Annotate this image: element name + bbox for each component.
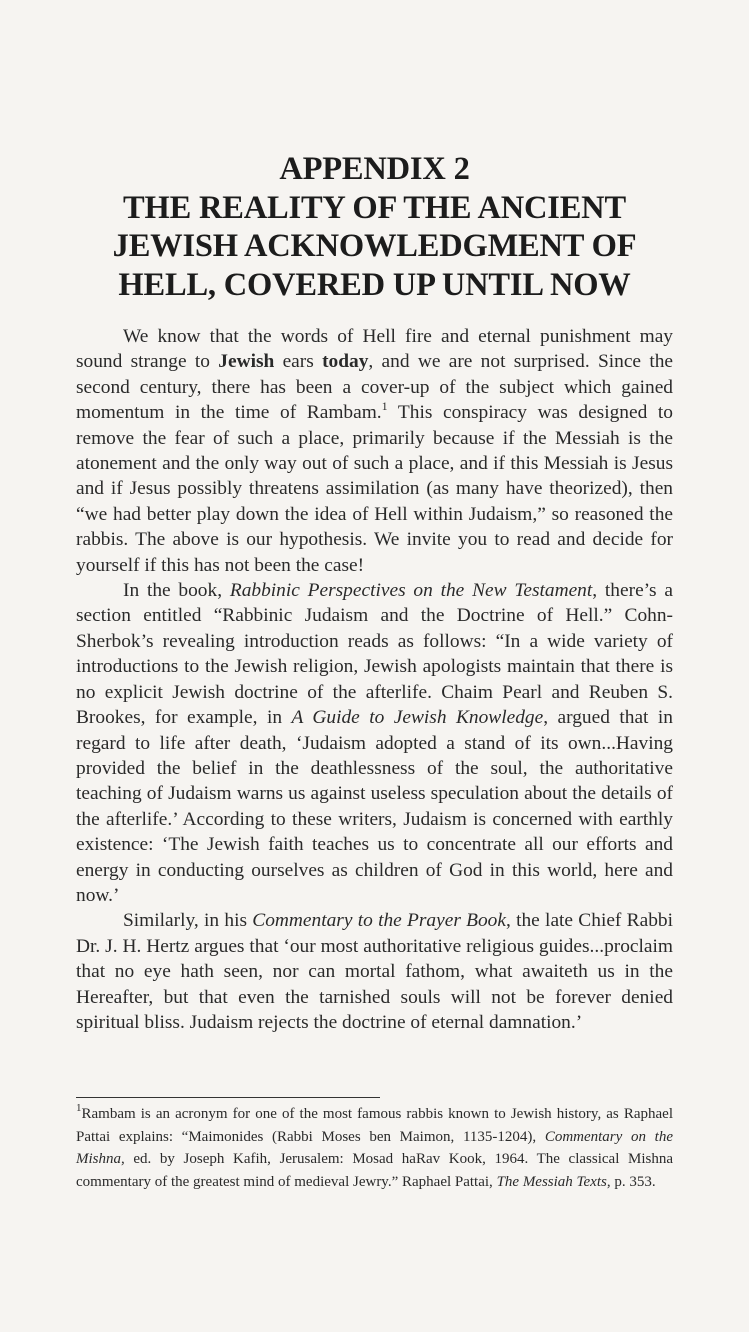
- text-run: This conspiracy was designed to remove the fear of such a place, primarily because if the Messiah is the atonement and the only way out of such a place, and if this Messiah is Jesus and if Jesus possibly threatens assimilation (as many have theorized), then “we had better play down the idea of Hell within Judaism,” so reasoned the rabbis. The above is our hypothesis. We invite you to read and decide for yourself if this has not been the case!: [76, 402, 673, 576]
- text-run: ears: [274, 351, 323, 373]
- bold-text: Jewish: [218, 351, 275, 373]
- text-run: , p. 353.: [606, 1174, 656, 1191]
- footnote: [76, 1103, 673, 1194]
- text-run: , argued that in regard to life after death, ‘Judaism adopted a stand of its own...Having provided the belief in the deathlessness of the soul, the authoritative teaching of Judaism warns us against useless speculation about the details of the afterlife.’ According to these writers, Judaism is concerned with earthly existence: ‘The Jewish faith teaches us to concentrate all our efforts and energy in conducting ourselves as children of God in this world, here and now.’: [76, 707, 673, 906]
- text-run: , and we are not surprised. Since the second century, there has been a cover-up of the subject which gained momentum in the time of Rambam.: [76, 351, 674, 424]
- text-run: , there’s a section entitled “Rabbinic Judaism and the Doctrine of Hell.” Cohn-Sherbok’s revealing introduction reads as follows: “In a wide variety of introductions to the Jewish religion, Jewish apologists maintain that there is no explicit Jewish doctrine of the afterlife. Chaim Pearl and Reuben S. Brookes, for example, in: [76, 580, 674, 729]
- text-run: We know that the words of Hell fire and eternal punishment may sound strange to: [76, 326, 673, 373]
- footnote-marker: 1: [381, 398, 388, 413]
- book-title: Commentary to the Prayer Book: [252, 910, 506, 932]
- paragraph-1: [76, 324, 673, 578]
- book-title: Rabbinic Perspectives on the New Testament: [229, 580, 593, 602]
- footnote-divider: [76, 1097, 380, 1098]
- paragraph-3: [76, 908, 673, 1035]
- bold-text: today: [322, 351, 369, 373]
- text-run: , the late Chief Rabbi Dr. J. H. Hertz argues that ‘our most authoritative religious guides...proclaim that no eye hath seen, nor can mortal fathom, what awaiteth us in the Hereafter, but that even the tarnished souls will not be forever denied spiritual bliss. Judaism rejects the doctrine of eternal damnation.’: [76, 910, 673, 1033]
- text-run: Rambam is an acronym for one of the most famous rabbis known to Jewish history, as Raphael Pattai explains: “Maimonides (Rabbi Moses ben Maimon, 1135-1204),: [76, 1106, 673, 1145]
- title-line: APPENDIX 2: [279, 151, 470, 187]
- book-title: A Guide to Jewish Knowledge: [291, 707, 544, 729]
- title-line: HELL, COVERED UP UNTIL NOW: [118, 266, 631, 303]
- text-run: Similarly, in his: [123, 910, 253, 932]
- title-line: JEWISH ACKNOWLEDGMENT OF: [112, 228, 637, 264]
- text-run: , ed. by Joseph Kafih, Jerusalem: Mosad haRav Kook, 1964. The classical Mishna commentary of the greatest mind of medieval Jewry.” Raphael Pattai,: [76, 1151, 673, 1191]
- book-title: The Messiah Texts: [496, 1174, 607, 1191]
- text-run: In the book,: [123, 580, 230, 602]
- title-line: THE REALITY OF THE ANCIENT: [123, 189, 626, 226]
- body-text: [76, 324, 673, 1035]
- appendix-title: [60, 150, 689, 304]
- book-title: Commentary on the Mishna: [76, 1128, 673, 1168]
- footnote-number: 1: [76, 1102, 82, 1114]
- paragraph-2: [76, 578, 673, 908]
